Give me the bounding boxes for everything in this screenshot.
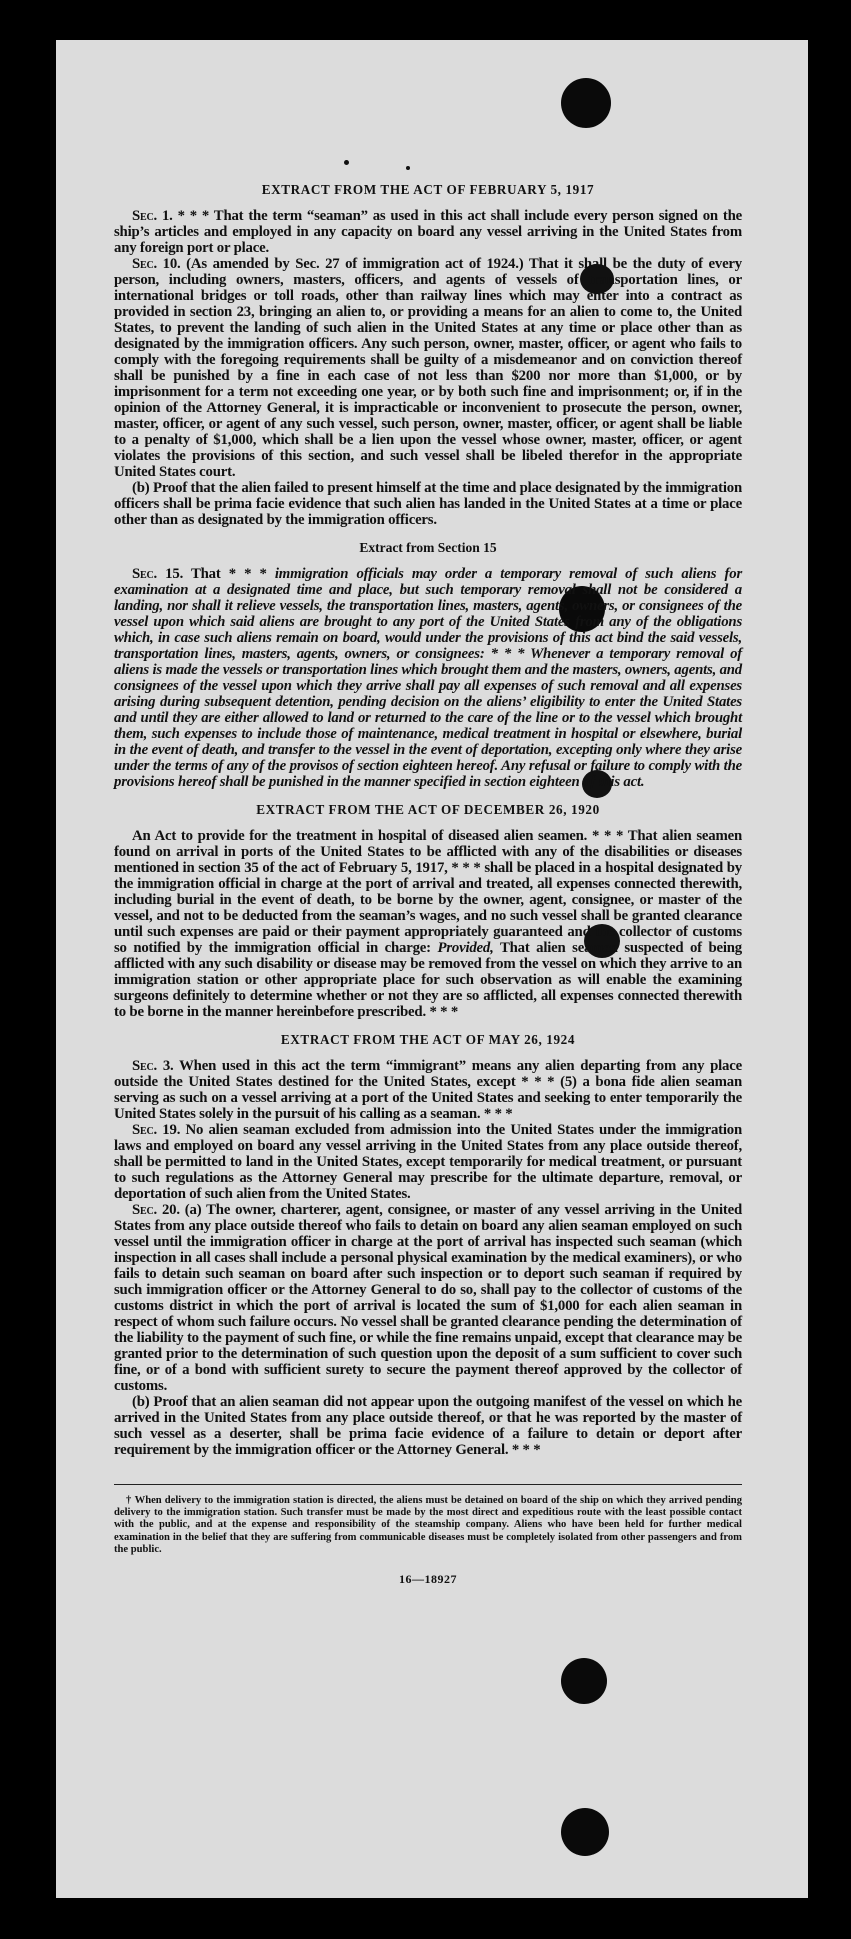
sec19-text: No alien seaman excluded from admission into the United States under the immigration laws and employed on board any vessel arriving in the United States from any place outside thereof, shall be permitted to land in the United States, except temporarily for medical treatment, or pursuant to such regulations as the Attorney General may prescribe for the ultimate departure, removal, or deportation of such alien from the United States. — [114, 1122, 743, 1202]
sec3-paragraph — [114, 1058, 742, 1122]
sec20-text: (a) The owner, charterer, agent, consignee, or master of any vessel arriving in the United States from any place outside thereof who fails to detain on board any alien seaman employed on such vessel until the immigration officer in charge at the port of arrival has inspected such seaman (which inspection in all cases shall include a personal physical examination by the medical examiners), or who fails to detain such seaman on board after such inspection or to deport such seaman if required by such immigration officer or the Attorney General to do so, shall pay to the collector of customs of the customs district in which the port of arrival is located the sum of $1,000 for each alien seaman in respect of whom such failure occurs. No vessel shall be granted clearance pending the determination of the liability to the payment of such fine, or while the fine remains unpaid, except that clearance may be granted prior to the determination of such question upon the deposit of a sum sufficient to cover such fine, or of a bond with sufficient surety to secure the payment thereof approved by the collector of customs. — [114, 1202, 742, 1394]
footnote-divider — [114, 1484, 742, 1485]
sec20b-paragraph: (b) Proof that an alien seaman did not appear upon the outgoing manifest of the vessel on which he arrived in the United States from any place outside thereof, or that he was reported by the master of such vessel as a deserter, shall be prima facie evidence of a failure to detain or deport after requirement by the immigration officer or the Attorney General. * * * — [114, 1394, 742, 1458]
sec10-label: Sec. 10. — [132, 256, 181, 272]
sec15-lead: That * * * — [190, 566, 267, 582]
act-1920-paragraph — [114, 828, 742, 1020]
sec20-label: Sec. 20. — [132, 1202, 180, 1218]
sec3-text: When used in this act the term “immigrant” means any alien departing from any place outside the United States destined for the United States, except * * * (5) a bona fide alien seaman serving as such on a vessel arriving at a port of the United States and seeking to enter temporarily the United States solely in the pursuit of his calling as a seaman. * * * — [114, 1058, 742, 1122]
section15-heading: Extract from Section 15 — [359, 540, 497, 555]
punch-hole-lower-middle — [561, 1658, 607, 1704]
act-1917-section — [114, 182, 742, 528]
sec1-paragraph — [114, 208, 742, 256]
act-1920-text-before: An Act to provide for the treatment in hospital of diseased alien seamen. * * * That alien seamen found on arrival in ports of the United States to be afflicted with any of the disabilities or diseases mentioned in section 35 of the act of February 5, 1917, * * * shall be placed in a hospital designated by the immigration official in charge at the port of arrival and treated, all expenses connected therewith, including burial in the event of death, to be borne by the owner, agent, consignee, or master of the vessel, and not to be deducted from the seaman’s wages, and no such vessel shall be granted clearance until such expenses are paid or their payment appropriately guaranteed and the collector of customs so notified by the immigration official in charge: — [114, 828, 742, 956]
punch-hole-bottom — [561, 1808, 609, 1856]
sec10-paragraph — [114, 256, 742, 480]
act-1917-heading: EXTRACT FROM THE ACT OF FEBRUARY 5, 1917 — [261, 182, 595, 197]
sec1-label: Sec. 1. — [132, 208, 173, 224]
sec15-label: Sec. 15. — [132, 566, 184, 582]
sec15-text: immigration officials may order a temporary removal of such aliens for examination at a designated time and place, but such temporary removal shall not be considered a landing, nor shall it relieve vessels, the transportation lines, masters, agents, owners, or consignees of the vessel upon which said aliens are brought to any port of the United States from any of the obligations which, in case such aliens remain on board, would under the provisions of this act bind the said vessels, transportation lines, masters, agents, owners, or consignees: * * * Whenever a temporary removal of aliens is made the vessels or transportation lines which brought them and the masters, owners, agents, and consignees of the vessel upon which they arrive shall pay all expenses of such removal and all expenses arising during subsequent detention, pending decision on the aliens’ eligibility to enter the United States and until they are either allowed to land or returned to the care of the line or to the vessel which brought them, such expenses to include those of maintenance, medical treatment in hospital or elsewhere, burial in the event of death, and transfer to the vessel in the event of deportation, excepting only where they arise under the terms of any of the provisos of section eighteen hereof. Any refusal or failure to comply with the provisions hereof shall be punished in the manner specified in section eighteen of this act. — [114, 566, 743, 790]
act-1920-proviso: Provided, — [437, 940, 494, 956]
document-page — [56, 40, 808, 1898]
section15-block — [114, 540, 742, 790]
act-1924-heading: EXTRACT FROM THE ACT OF MAY 26, 1924 — [280, 1032, 576, 1047]
form-number: 16—18927 — [399, 1572, 457, 1587]
act-1920-heading: EXTRACT FROM THE ACT OF DECEMBER 26, 1920 — [256, 802, 600, 817]
act-1924-section — [114, 1032, 742, 1458]
speck-top-center — [344, 160, 349, 165]
act-1920-section — [114, 802, 742, 1020]
sec20-paragraph — [114, 1202, 742, 1394]
sec3-label: Sec. 3. — [132, 1058, 174, 1074]
sec10-text: (As amended by Sec. 27 of immigration act of 1924.) That it shall be the duty of every person, including owners, masters, officers, and agents of vessels of transportation lines, or international bridges or toll roads, other than railway lines which may enter into a contract as provided in section 23, bringing an alien to, or providing a means for an alien to come to, the United States, to prevent the landing of such alien in the United States at any time or place other than as designated by the immigration officers. Any such person, owner, master, officer, or agent who fails to comply with the foregoing requirements shall be guilty of a misdemeanor and on conviction thereof shall be punished by a fine in each case of not less than $200 nor more than $1,000, or by imprisonment for a term not exceeding one year, or by both such fine and imprisonment; or, if in the opinion of the Attorney General, it is impracticable or inconvenient to prosecute the person, owner, master, officer, or agent of any such vessel, such person, owner, master, officer, or agent shall be liable to a penalty of $1,000, which shall be a lien upon the vessel whose owner, master, officer, or agent violates the provisions of this section, and such vessel shall be libeled therefor in the appropriate United States court. — [114, 256, 742, 480]
sec19-paragraph — [114, 1122, 742, 1202]
speck-top-right — [406, 166, 410, 170]
act-1920-text-after: That alien seamen suspected of being afflicted with any such disability or disease may be removed from the vessel on which they arrive to an immigration station or other appropriate place for such observation as will enable the examining surgeons definitely to determine whether or not they are so afflicted, all expenses connected therewith to be borne in the manner hereinbefore prescribed. * * * — [114, 940, 743, 1020]
footnote-text: † When delivery to the immigration station is directed, the aliens must be detained on board of the ship on which they arrived pending delivery to the immigration station. Such transfer must be made by the most direct and expeditious route with the least possible contact with the public, and at the expense and responsibility of the steamship company. Aliens who have been held for further medical examination in the belief that they are suffering from communicable diseases must be completely isolated from other passengers and from the public. — [114, 1495, 742, 1555]
punch-hole-top — [561, 78, 611, 128]
document-content — [114, 182, 742, 1587]
sec19-label: Sec. 19. — [132, 1122, 181, 1138]
sec10b-paragraph: (b) Proof that the alien failed to present himself at the time and place designated by the immigration officers shall be prima facie evidence that such alien has landed in the United States at a time or place other than as designated by the immigration officers. — [114, 480, 742, 528]
sec1-text: * * * That the term “seaman” as used in this act shall include every person signed on the ship’s articles and employed in any capacity on board any vessel arriving in the United States from any foreign port or place. — [114, 208, 743, 256]
sec15-paragraph — [114, 566, 742, 790]
